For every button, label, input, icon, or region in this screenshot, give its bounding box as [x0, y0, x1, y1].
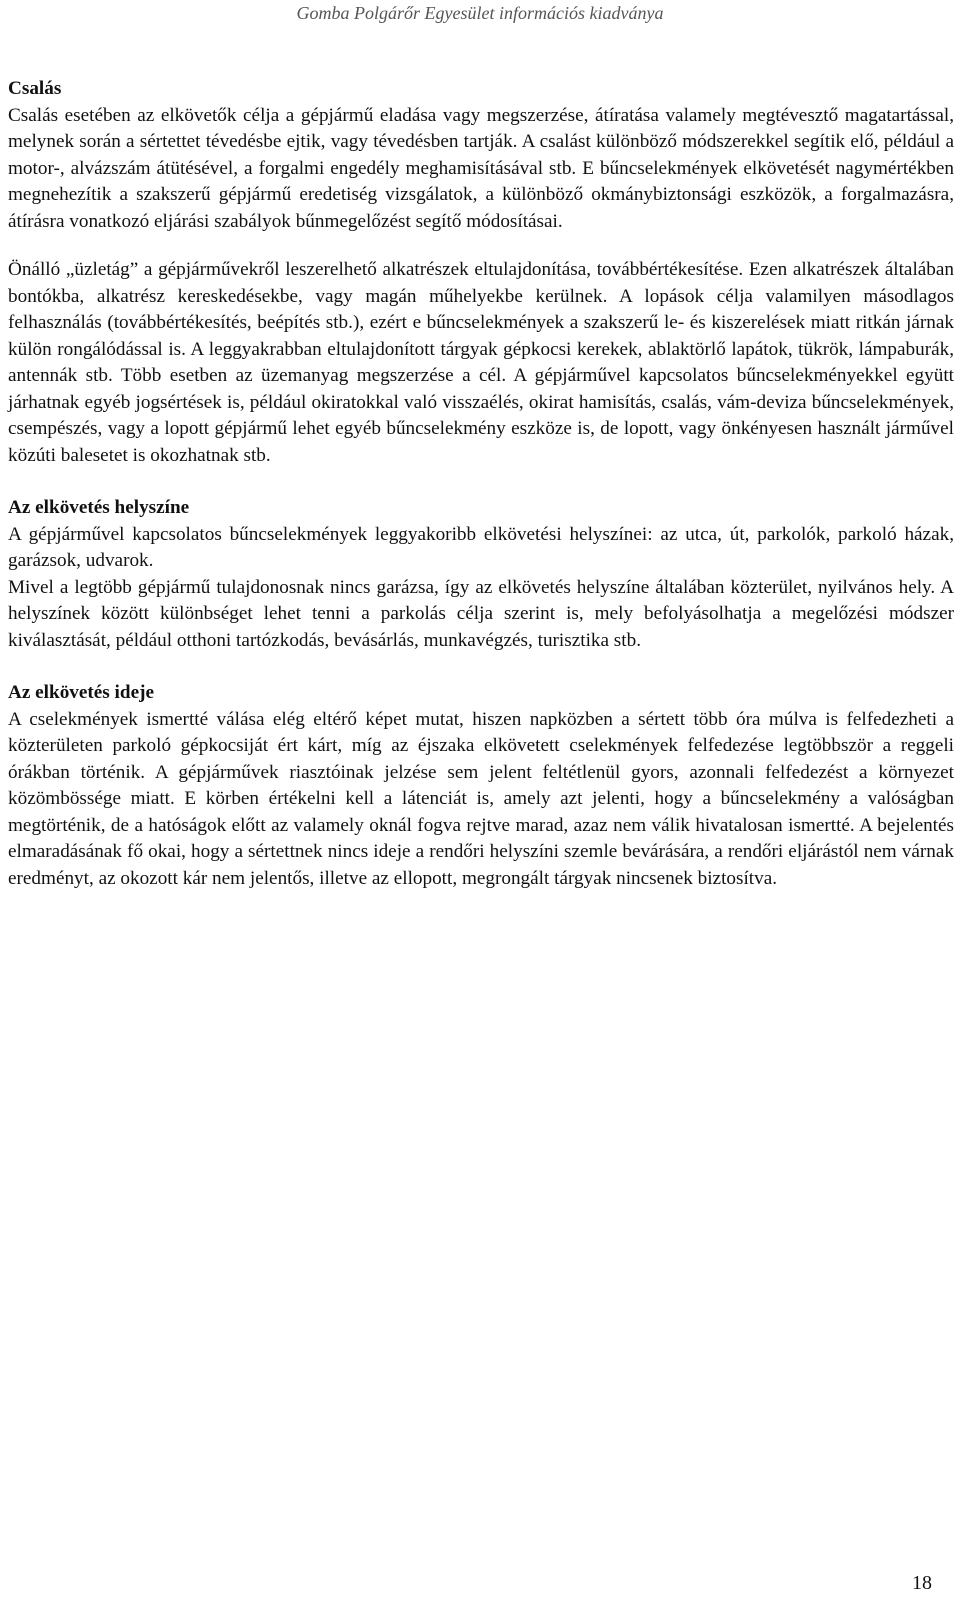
document-header: Gomba Polgárőr Egyesület információs kiadványa [296, 3, 664, 23]
paragraph: Mivel a legtöbb gépjármű tulajdonosnak nincs garázsa, így az elkövetés helyszíne általában közterület, nyilvános hely. A helyszínek között különbséget lehet tenni a parkolás célja szerint is, mely befolyásolhatja a megelőzési módszer kiválasztását, például otthoni tartózkodás, bevásárlás, munkavégzés, turisztika stb. [8, 576, 954, 651]
section-title: Csalás [8, 78, 62, 99]
section-title: Az elkövetés helyszíne [8, 497, 190, 518]
paragraph-spacer [8, 235, 954, 257]
paragraph: Csalás esetében az elkövetők célja a gépjármű eladása vagy megszerzése, átíratása valamely megtévesztő magatartással, melynek során a sértettet tévedésbe ejtik, vagy tévedésben tartják. A csalást különböző módszerekkel segítik elő, például a motor-, alvázszám átütésével, a forgalmi engedély meghamisításával stb. E bűncselekmények elkövetését nagymértékben megnehezítik a szakszerű gépjármű eredetiség vizsgálatok, a különböző okmánybiztonsági eszközök, a forgalmazásra, átírásra vonatkozó eljárási szabályok bűnmegelőzést segítő módosításai. [8, 104, 954, 232]
document-body [8, 76, 954, 892]
section-elkovetes-helyszine [8, 495, 954, 654]
section-elkovetes-ideje [8, 680, 954, 892]
page-number: 18 [912, 1572, 932, 1594]
section-csalas [8, 76, 954, 469]
paragraph: A gépjárművel kapcsolatos bűncselekmények leggyakoribb elkövetési helyszínei: az utca, út, parkolók, parkoló házak, garázsok, udvarok. [8, 523, 954, 571]
paragraph: Önálló „üzletág” a gépjárművekről leszerelhető alkatrészek eltulajdonítása, továbbértékesítése. Ezen alkatrészek általában bontókba, alkatrész kereskedésekbe, vagy magán műhelyekbe kerülnek. A lopások célja valamilyen másodlagos felhasználás (továbbértékesítés, beépítés stb.), ezért e bűncselekmények a szakszerű le- és kiszerelések miatt ritkán járnak külön rongálódással is. A leggyakrabban eltulajdonított tárgyak gépkocsi kerekek, ablaktörlő lapátok, tükrök, lámpaburák, antennák stb. Több esetben az üzemanyag megszerzése a cél. A gépjárművel kapcsolatos bűncselekményekkel együtt járhatnak egyéb jogsértések is, például okiratokkal való visszaélés, okirat hamisítás, csalás, vám-deviza bűncselekmények, csempészés, vagy a lopott gépjármű lehet egyéb bűncselekmény eszköze is, de lopott, vagy önkényesen használt járművel közúti balesetet is okozhatnak stb. [8, 259, 954, 466]
section-spacer [8, 469, 954, 495]
section-title: Az elkövetés ideje [8, 682, 154, 703]
section-spacer [8, 654, 954, 680]
paragraph: A cselekmények ismertté válása elég eltérő képet mutat, hiszen napközben a sértett több óra múlva is felfedezheti a közterületen parkoló gépkocsiját ért kárt, míg az éjszaka elkövetett cselekmények felfedezése legtöbbször a reggeli órákban történik. A gépjárművek riasztóinak jelzése sem jelent feltétlenül gyors, azonnali felfedezést a környezet közömbössége miatt. E körben értékelni kell a látenciát is, amely azt jelenti, hogy a bűncselekmény a valóságban megtörténik, de a hatóságok előtt az valamely oknál fogva rejtve marad, azaz nem válik hivatalosan ismertté. A bejelentés elmaradásának fő okai, hogy a sértettnek nincs ideje a rendőri helyszíni szemle bevárására, a rendőri eljárástól nem várnak eredményt, az okozott kár nem jelentős, illetve az ellopott, megrongált tárgyak nincsenek biztosítva. [8, 708, 954, 889]
